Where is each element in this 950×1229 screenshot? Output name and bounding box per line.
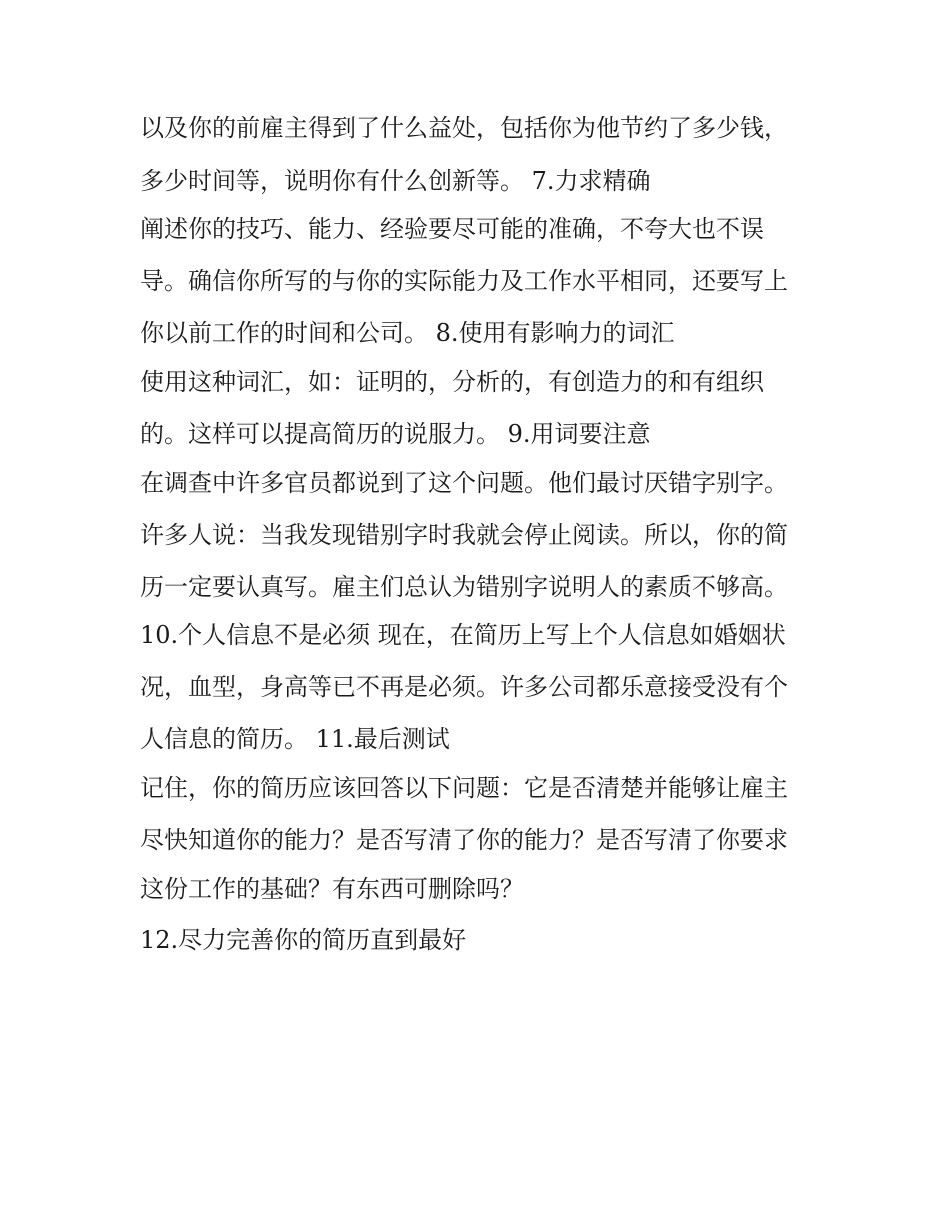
text-line: 12.尽力完善你的简历直到最好	[140, 926, 467, 954]
text-line: 历一定要认真写。雇主们总认为错别字说明人的素质不够高。	[140, 573, 788, 601]
text-line: 尽快知道你的能力？是否写清了你的能力？是否写清了你要求	[140, 826, 788, 854]
text-line: 导。确信你所写的与你的实际能力及工作水平相同，还要写上	[140, 267, 788, 295]
text-line: 以及你的前雇主得到了什么益处，包括你为他节约了多少钱，	[140, 114, 788, 142]
text-line: 况，血型，身高等已不再是必须。许多公司都乐意接受没有个	[140, 673, 788, 701]
text-line: 使用这种词汇，如：证明的，分析的，有创造力的和有组织	[140, 368, 764, 396]
text-line: 这份工作的基础？有东西可删除吗？	[140, 875, 524, 903]
text-line: 10.个人信息不是必须 现在，在简历上写上个人信息如婚姻状	[140, 621, 786, 649]
text-line: 在调查中许多官员都说到了这个问题。他们最讨厌错字别字。	[140, 469, 788, 497]
text-line: 记住，你的简历应该回答以下问题：它是否清楚并能够让雇主	[140, 774, 788, 802]
text-line: 你以前工作的时间和公司。 8.使用有影响力的词汇	[140, 319, 675, 347]
text-line: 阐述你的技巧、能力、经验要尽可能的准确，不夸大也不误	[140, 215, 764, 243]
text-line: 多少时间等，说明你有什么创新等。 7.力求精确	[140, 167, 651, 195]
text-line: 人信息的简历。 11.最后测试	[140, 725, 450, 753]
text-line: 许多人说：当我发现错别字时我就会停止阅读。所以，你的简	[140, 521, 788, 549]
text-line: 的。这样可以提高简历的说服力。 9.用词要注意	[140, 420, 651, 448]
